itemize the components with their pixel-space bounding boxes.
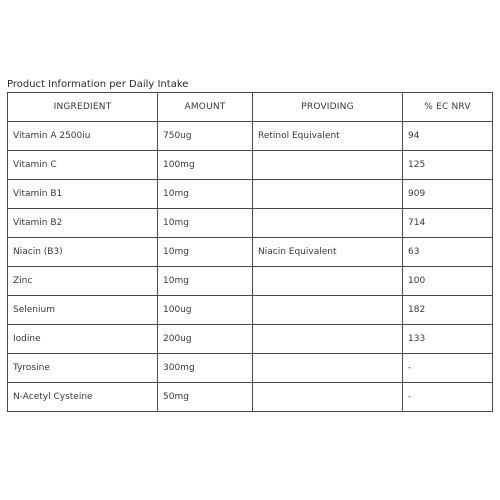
table-row — [8, 296, 493, 325]
cell-nrv: - — [403, 383, 493, 412]
table-row — [8, 209, 493, 238]
cell-ingredient: Vitamin B2 — [8, 209, 158, 238]
cell-ingredient: Vitamin A 2500iu — [8, 122, 158, 151]
cell-nrv: - — [403, 354, 493, 383]
header-providing: PROVIDING — [253, 93, 403, 122]
cell-providing: Niacin Equivalent — [253, 238, 403, 267]
cell-nrv: 714 — [403, 209, 493, 238]
cell-ingredient: Vitamin B1 — [8, 180, 158, 209]
cell-ingredient: Niacin (B3) — [8, 238, 158, 267]
cell-providing — [253, 209, 403, 238]
table-row — [8, 180, 493, 209]
cell-nrv: 182 — [403, 296, 493, 325]
table-row — [8, 238, 493, 267]
cell-nrv: 63 — [403, 238, 493, 267]
cell-ingredient: N-Acetyl Cysteine — [8, 383, 158, 412]
table-row — [8, 383, 493, 412]
cell-nrv: 125 — [403, 151, 493, 180]
cell-amount: 750ug — [158, 122, 253, 151]
header-ec-nrv: % EC NRV — [403, 93, 493, 122]
cell-amount: 200ug — [158, 325, 253, 354]
cell-providing — [253, 354, 403, 383]
cell-providing — [253, 180, 403, 209]
cell-nrv: 909 — [403, 180, 493, 209]
cell-amount: 100mg — [158, 151, 253, 180]
header-amount: AMOUNT — [158, 93, 253, 122]
cell-providing: Retinol Equivalent — [253, 122, 403, 151]
cell-providing — [253, 267, 403, 296]
table-row — [8, 267, 493, 296]
cell-ingredient: Iodine — [8, 325, 158, 354]
nutrition-table — [7, 92, 493, 412]
cell-ingredient: Zinc — [8, 267, 158, 296]
cell-providing — [253, 151, 403, 180]
cell-providing — [253, 325, 403, 354]
header-ingredient: INGREDIENT — [8, 93, 158, 122]
table-row — [8, 122, 493, 151]
cell-amount: 10mg — [158, 267, 253, 296]
table-caption: Product Information per Daily Intake — [7, 79, 189, 90]
cell-providing — [253, 383, 403, 412]
cell-amount: 100ug — [158, 296, 253, 325]
cell-amount: 10mg — [158, 238, 253, 267]
table-header-row — [8, 93, 493, 122]
cell-amount: 300mg — [158, 354, 253, 383]
cell-ingredient: Vitamin C — [8, 151, 158, 180]
cell-ingredient: Selenium — [8, 296, 158, 325]
cell-nrv: 94 — [403, 122, 493, 151]
table-row — [8, 325, 493, 354]
cell-amount: 10mg — [158, 209, 253, 238]
table-row — [8, 354, 493, 383]
cell-nrv: 100 — [403, 267, 493, 296]
cell-amount: 10mg — [158, 180, 253, 209]
cell-ingredient: Tyrosine — [8, 354, 158, 383]
cell-nrv: 133 — [403, 325, 493, 354]
cell-amount: 50mg — [158, 383, 253, 412]
table-row — [8, 151, 493, 180]
cell-providing — [253, 296, 403, 325]
